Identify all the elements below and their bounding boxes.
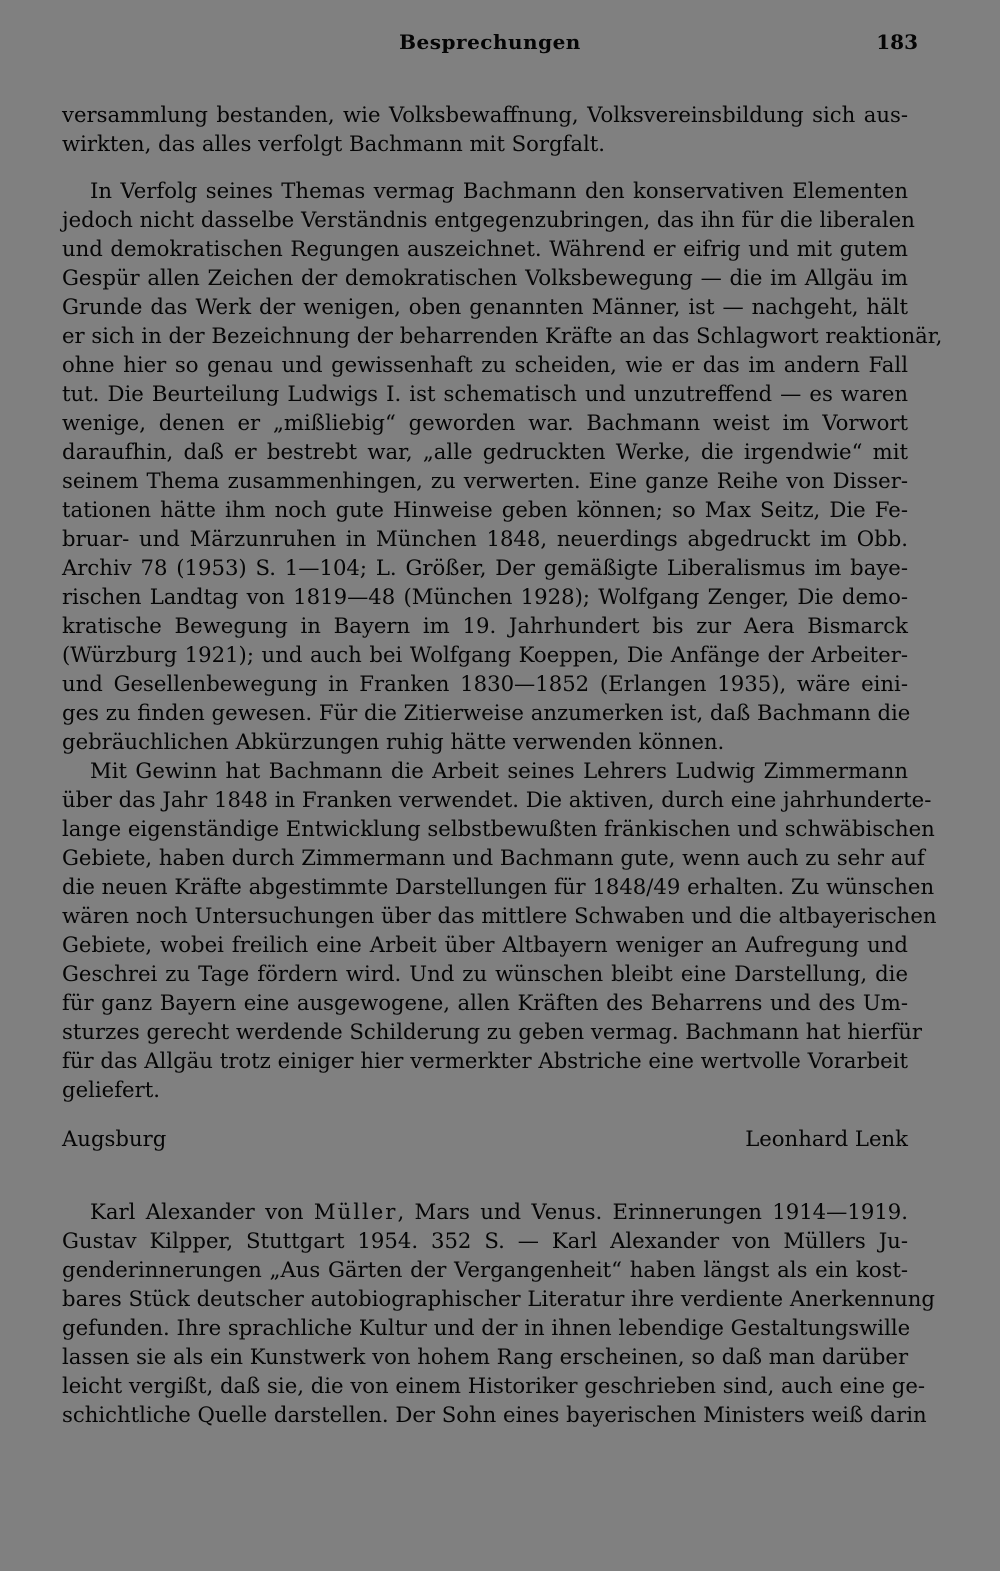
book-author-first-names: Karl Alexander von (90, 1199, 304, 1224)
book-author-surname: Müller (313, 1199, 398, 1224)
text-line: gefunden. Ihre sprachliche Kultur und der in ihnen lebendige Gestaltungswille (62, 1315, 911, 1340)
text-line: (Würzburg 1921); und auch bei Wolfgang Koeppen, Die Anfänge der Arbeiter- (62, 642, 908, 667)
running-title: Besprechungen (399, 30, 581, 54)
page-number: 183 (876, 30, 918, 54)
text-line: wirkten, das alles verfolgt Bachmann mit Sorgfalt. (62, 131, 606, 156)
text-line: über das Jahr 1848 in Franken verwendet. Die aktiven, durch eine jahrhunderte- (62, 787, 932, 812)
text-line: die neuen Kräfte abgestimmte Darstellungen für 1848/49 erhalten. Zu wünschen (62, 874, 935, 899)
text-line: Gustav Kilpper, Stuttgart 1954. 352 S. — Karl Alexander von Müllers Ju- (62, 1228, 908, 1253)
text-line: Gebiete, wobei freilich eine Arbeit über Altbayern weniger an Aufregung und (62, 932, 908, 957)
text-line: In Verfolg seines Themas vermag Bachmann den konservativen Elementen (90, 178, 908, 203)
text-line: leicht vergißt, daß sie, die von einem Historiker geschrieben sind, auch eine ge- (62, 1373, 926, 1398)
text-line: Gebiete, haben durch Zimmermann und Bachmann gute, wenn auch zu sehr auf (62, 845, 925, 870)
text-line: kratische Bewegung in Bayern im 19. Jahrhundert bis zur Aera Bismarck (62, 613, 908, 638)
text-line: Gespür allen Zeichen der demokratischen Volksbewegung — die im Allgäu im (62, 265, 908, 290)
place-name: Augsburg (62, 1126, 167, 1151)
text-line: und demokratischen Regungen auszeichnet. Während er eifrig und mit gutem (62, 236, 908, 261)
text-line: Mit Gewinn hat Bachmann die Arbeit seines Lehrers Ludwig Zimmermann (90, 758, 908, 783)
text-line: Grunde das Werk der wenigen, oben genannten Männer, ist — nachgeht, hält (62, 294, 908, 319)
text-line: gebräuchlichen Abkürzungen ruhig hätte verwenden können. (62, 729, 725, 754)
text-line: seinem Thema zusammenhingen, zu verwerten. Eine ganze Reihe von Disser- (62, 468, 908, 493)
text-line: ohne hier so genau und gewissenhaft zu scheiden, wie er das im andern Fall (62, 352, 908, 377)
text-line: sturzes gerecht werdende Schilderung zu geben vermag. Bachmann hat hierfür (62, 1019, 922, 1044)
text-line: Archiv 78 (1953) S. 1—104; L. Größer, Der gemäßigte Liberalismus im baye- (62, 555, 908, 580)
text-line: Geschrei zu Tage fördern wird. Und zu wünschen bleibt eine Darstellung, die (62, 961, 908, 986)
text-line: wären noch Untersuchungen über das mittlere Schwaben und die altbayerischen (62, 903, 937, 928)
text-line: ges zu finden gewesen. Für die Zitierweise anzumerken ist, daß Bachmann die (62, 700, 911, 725)
text-line: tationen hätte ihm noch gute Hinweise geben können; so Max Seitz, Die Fe- (62, 497, 908, 522)
text-line: rischen Landtag von 1819—48 (München 1928); Wolfgang Zenger, Die demo- (62, 584, 908, 609)
text-line: wenige, denen er „mißliebig“ geworden war. Bachmann weist im Vorwort (62, 410, 908, 435)
text-line: schichtliche Quelle darstellen. Der Sohn eines bayerischen Ministers weiß darin (62, 1402, 927, 1427)
review-heading-line (90, 1197, 908, 1227)
reviewer-signature: Leonhard Lenk (745, 1126, 908, 1151)
text-line: jedoch nicht dasselbe Verständnis entgegenzubringen, das ihn für die liberalen (62, 207, 915, 232)
text-line: bruar- und Märzunruhen in München 1848, neuerdings abgedruckt im Obb. (62, 526, 908, 551)
text-line: tut. Die Beurteilung Ludwigs I. ist schematisch und unzutreffend — es waren (62, 381, 908, 406)
text-line: für das Allgäu trotz einiger hier vermerkter Abstriche eine wertvolle Vorarbeit (62, 1048, 908, 1073)
book-title-info: , Mars und Venus. Erinnerungen 1914—1919. (397, 1199, 909, 1224)
text-line: genderinnerungen „Aus Gärten der Vergangenheit“ haben längst als ein kost- (62, 1257, 908, 1282)
text-line: für ganz Bayern eine ausgewogene, allen Kräften des Beharrens und des Um- (62, 990, 908, 1015)
text-line: er sich in der Bezeichnung der beharrenden Kräfte an das Schlagwort reaktionär, (62, 323, 943, 348)
text-line: lange eigenständige Entwicklung selbstbewußten fränkischen und schwäbischen (62, 816, 935, 841)
text-line: daraufhin, daß er bestrebt war, „alle gedruckten Werke, die irgendwie“ mit (62, 439, 908, 464)
text-line: geliefert. (62, 1077, 160, 1102)
running-head (62, 30, 918, 64)
text-line: lassen sie als ein Kunstwerk von hohem Rang erscheinen, so daß man darüber (62, 1344, 909, 1369)
text-line: und Gesellenbewegung in Franken 1830—1852 (Erlangen 1935), wäre eini- (62, 671, 908, 696)
text-line: bares Stück deutscher autobiographischer Literatur ihre verdiente Anerkennung (62, 1286, 935, 1311)
text-line: versammlung bestanden, wie Volksbewaffnung, Volksvereinsbildung sich aus- (62, 102, 908, 127)
